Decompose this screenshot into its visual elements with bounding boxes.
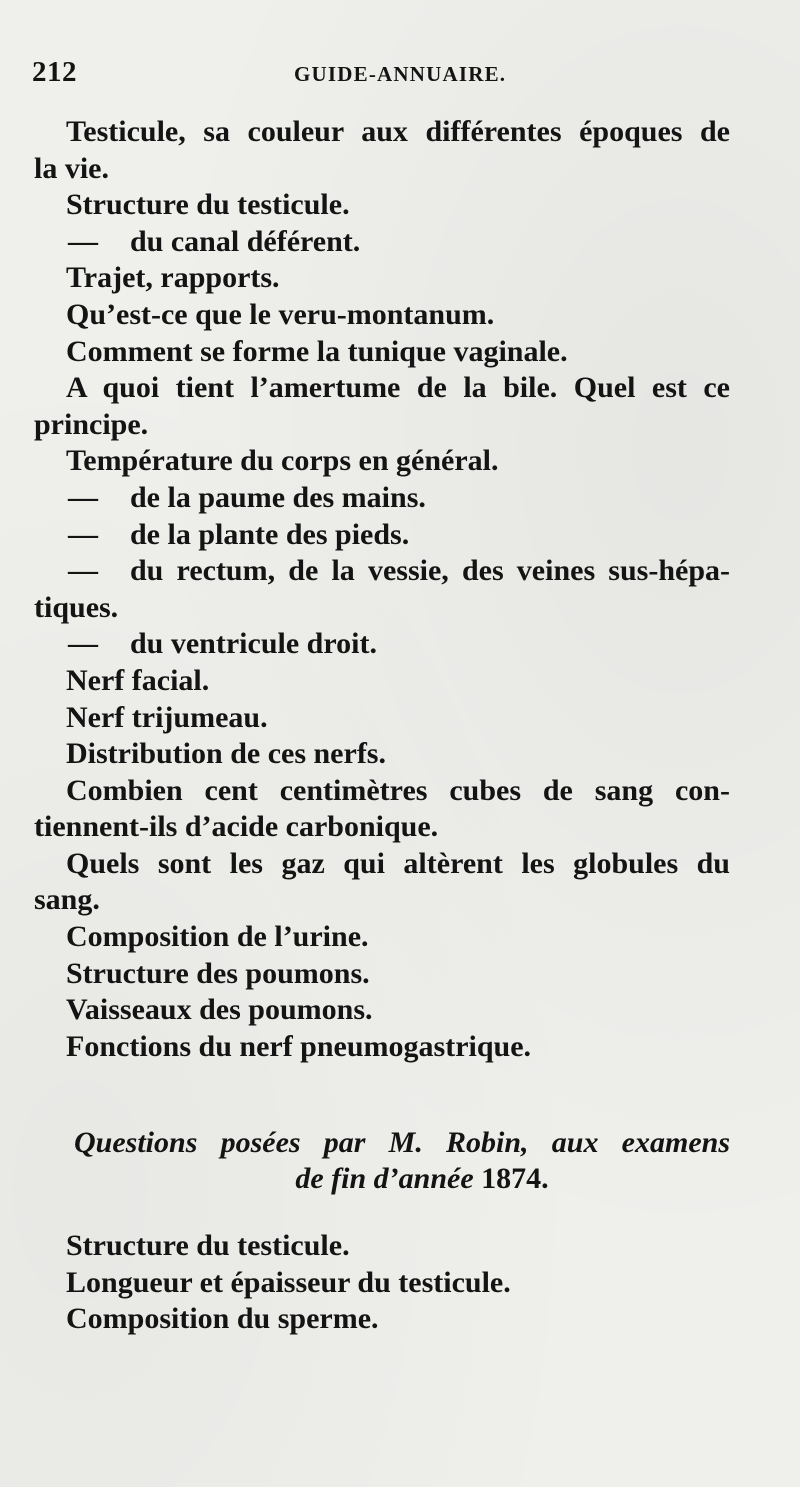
line-text: Distribution de ces nerfs. [66, 737, 386, 771]
question-list [34, 114, 730, 1065]
text-line [34, 517, 730, 554]
line-text: Fonctions du nerf pneumogastrique. [66, 1029, 532, 1063]
line-text: Comment se forme la tunique vaginale. [66, 334, 568, 368]
text-line [34, 663, 730, 700]
text-line [34, 846, 730, 883]
line-text: principe. [34, 407, 149, 441]
ditto-dash: — [68, 224, 98, 258]
line-text: Structure du testicule. [66, 188, 350, 222]
section-title-year: 1874 [481, 1162, 542, 1195]
text-line [34, 443, 730, 480]
text-line [34, 809, 730, 846]
line-text: de la plante des pieds. [130, 517, 410, 551]
text-line [34, 882, 730, 919]
line-text: Qu’est-ce que le veru-montanum. [66, 297, 495, 331]
line-text: Nerf trijumeau. [66, 700, 268, 734]
line-text: Composition du sperme. [66, 1302, 379, 1336]
text-line [34, 297, 730, 334]
text-line [34, 114, 730, 151]
line-text: tiennent-ils d’acide carbonique. [34, 810, 439, 844]
line-text: Température du corps en général. [66, 444, 499, 478]
text-line [34, 626, 730, 663]
section-title [74, 1125, 730, 1197]
text-line [34, 334, 730, 371]
text-line [34, 224, 730, 261]
line-text: la vie. [34, 151, 109, 185]
ditto-dash: — [68, 480, 98, 514]
ditto-dash: — [68, 627, 98, 661]
page-number: 212 [32, 56, 77, 88]
line-text: tiques. [34, 590, 119, 624]
line-text: Structure des poumons. [66, 956, 370, 990]
ditto-dash: — [68, 554, 98, 588]
text-line [34, 919, 730, 956]
text-line [34, 1228, 730, 1265]
section-title-end: . [541, 1162, 549, 1195]
text-line [34, 736, 730, 773]
line-text: sang. [34, 883, 100, 917]
line-text: Quels sont les gaz qui altèrent les globules du [66, 846, 730, 880]
text-line [34, 773, 730, 810]
section-title-text: de fin d’année [295, 1162, 474, 1195]
line-text: de la paume des mains. [130, 480, 426, 514]
line-text: A quoi tient l’amertume de la bile. Quel est ce [66, 371, 730, 405]
line-text: Nerf facial. [66, 663, 210, 697]
line-text: Vaisseaux des poumons. [66, 993, 373, 1027]
line-text: Combien cent centimètres cubes de sang con- [66, 773, 730, 807]
section-title-line-1 [74, 1125, 730, 1161]
text-line [34, 1029, 730, 1066]
line-text: Composition de l’urine. [66, 920, 369, 954]
text-line [34, 1265, 730, 1302]
line-text: du canal déférent. [130, 224, 361, 258]
question-list-robin [34, 1228, 730, 1338]
text-line [34, 1301, 730, 1338]
line-text: Longueur et épaisseur du testicule. [66, 1265, 511, 1299]
section-title-line-2 [74, 1161, 730, 1197]
line-text: du ventricule droit. [130, 627, 377, 661]
text-line [34, 992, 730, 1029]
line-text: Structure du testicule. [66, 1229, 350, 1262]
text-line [34, 553, 730, 590]
text-line [34, 151, 730, 188]
line-text: Testicule, sa couleur aux différentes époques de [66, 115, 730, 148]
text-line [34, 370, 730, 407]
line-text: Trajet, rapports. [66, 261, 280, 295]
text-line [34, 480, 730, 517]
text-line [34, 590, 730, 627]
running-title: GUIDE-ANNUAIRE. [294, 62, 507, 86]
line-text: du rectum, de la vessie, des veines sus-hépa- [130, 554, 730, 588]
text-line [34, 700, 730, 737]
page-header [32, 56, 772, 92]
section-title-text: Questions posées par M. Robin, aux examens [74, 1126, 730, 1159]
text-line [34, 407, 730, 444]
ditto-dash: — [68, 517, 98, 551]
text-line [34, 260, 730, 297]
text-line [34, 956, 730, 993]
text-line [34, 187, 730, 224]
